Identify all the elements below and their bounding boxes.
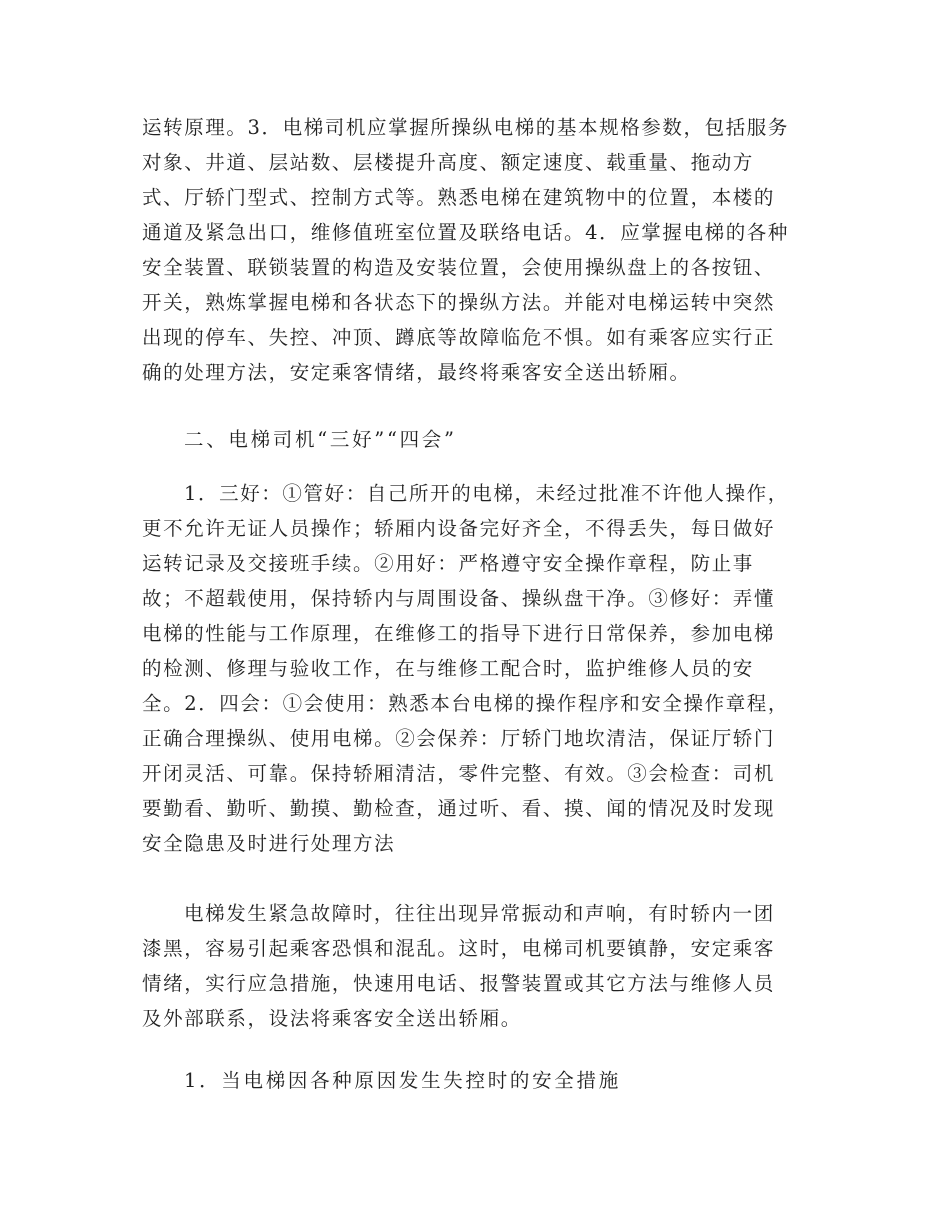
text-line: 全。2．四会：①会使用：熟悉本台电梯的操作程序和安全操作章程， — [142, 692, 790, 715]
text-line: 正确合理操纵、使用电梯。②会保养：厅轿门地坎清洁，保证厅轿门 — [142, 727, 776, 750]
section-heading: 1．当电梯因各种原因发生失控时的安全措施 — [184, 1069, 621, 1092]
text-line: 1．三好：①管好：自己所开的电梯，未经过批准不许他人操作， — [184, 482, 789, 505]
section-heading: 二、电梯司机“三好”“四会” — [184, 428, 457, 451]
text-line: 要勤看、勤听、勤摸、勤检查，通过听、看、摸、闻的情况及时发现 — [142, 797, 776, 820]
text-line: 更不允许无证人员操作；轿厢内设备完好齐全，不得丢失，每日做好 — [142, 517, 776, 540]
paragraph-three-good-four-can — [142, 476, 822, 861]
paragraph-operation-principle — [142, 110, 822, 390]
text-line: 开闭灵活、可靠。保持轿厢清洁，零件完整、有效。③会检查：司机 — [142, 762, 776, 785]
text-line: 及外部联系，设法将乘客安全送出轿厢。 — [142, 1007, 522, 1030]
text-line: 漆黑，容易引起乘客恐惧和混乱。这时，电梯司机要镇静，安定乘客 — [142, 937, 776, 960]
text-line: 运转记录及交接班手续。②用好：严格遵守安全操作章程，防止事 — [142, 552, 754, 575]
text-line: 出现的停车、失控、冲顶、蹲底等故障临危不惧。如有乘客应实行正 — [142, 326, 776, 349]
text-line: 运转原理。3．电梯司机应掌握所操纵电梯的基本规格参数，包括服务 — [142, 116, 790, 139]
text-line: 的检测、修理与验收工作，在与维修工配合时，监护维修人员的安 — [142, 657, 754, 680]
text-line: 故；不超载使用，保持轿内与周围设备、操纵盘干净。③修好：弄懂 — [142, 587, 776, 610]
paragraph-emergency-fault — [142, 896, 822, 1036]
text-line: 安全隐患及时进行处理方法 — [142, 832, 396, 855]
text-line: 电梯发生紧急故障时，往往出现异常振动和声响，有时轿内一团 — [184, 902, 775, 925]
subheading-loss-of-control — [142, 1063, 822, 1098]
text-line: 对象、井道、层站数、层楼提升高度、额定速度、载重量、拖动方 — [142, 151, 754, 174]
section-heading-three-good-four-can — [142, 422, 822, 457]
text-line: 开关，熟炼掌握电梯和各状态下的操纵方法。并能对电梯运转中突然 — [142, 291, 776, 314]
text-line: 式、厅轿门型式、控制方式等。熟悉电梯在建筑物中的位置，本楼的 — [142, 186, 776, 209]
text-line: 通道及紧急出口，维修值班室位置及联络电话。4．应掌握电梯的各种 — [142, 221, 790, 244]
text-line: 安全装置、联锁装置的构造及安装位置，会使用操纵盘上的各按钮、 — [142, 256, 776, 279]
text-line: 电梯的性能与工作原理，在维修工的指导下进行日常保养，参加电梯 — [142, 622, 776, 645]
text-line: 确的处理方法，安定乘客情绪，最终将乘客安全送出轿厢。 — [142, 361, 691, 384]
text-line: 情绪，实行应急措施，快速用电话、报警装置或其它方法与维修人员 — [142, 972, 776, 995]
